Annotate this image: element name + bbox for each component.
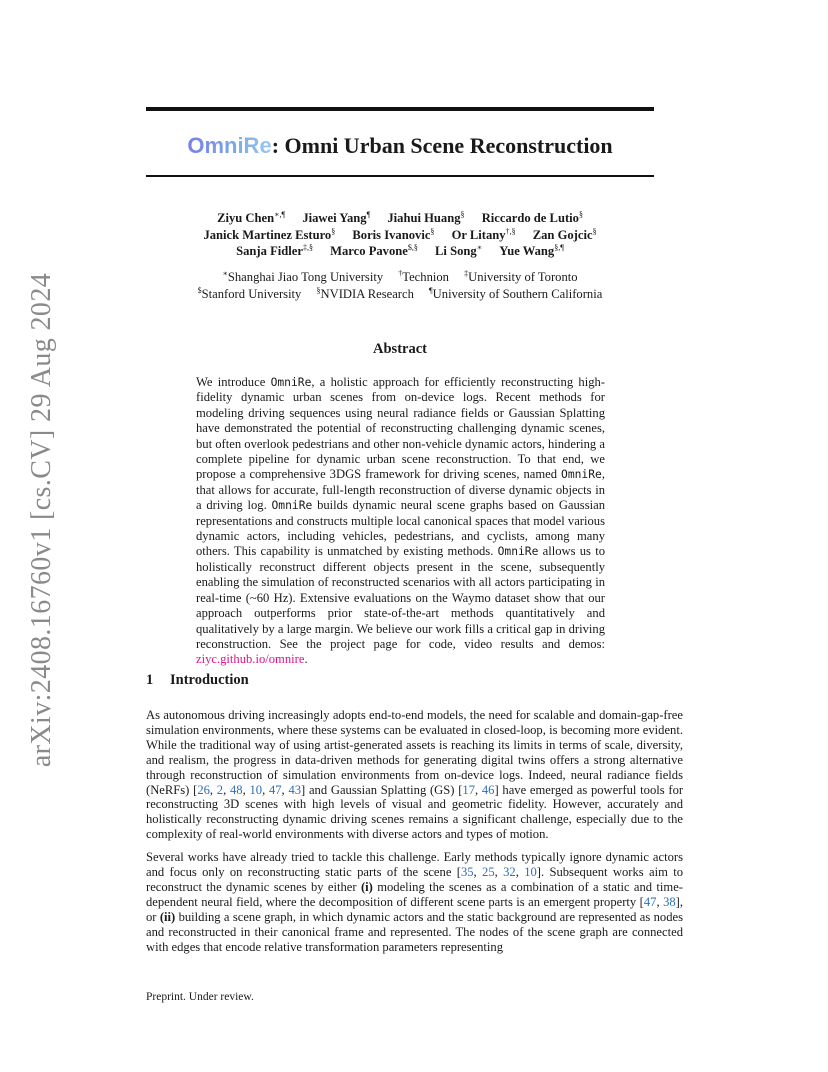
author: Marco Pavone$,§: [330, 243, 418, 258]
method-name: OmniRe: [497, 545, 539, 559]
paragraph: As autonomous driving increasingly adopts end-to-end models, the need for scalable and domain-gap-free simulation environments, where these systems can be evaluated in closed-loop, is becoming more evident. While the traditional way of using artist-generated assets is reaching its limits in terms of scale, diversity, and realism, the progress in data-driven methods for generating digital twins offers a strong alternative through reconstruction of simulation environments from on-device logs. Indeed, neural radiance fields (NeRFs) [26, 2, 48, 10, 47, 43] and Gaussian Splatting (GS) [17, 46] have emerged as powerful tools for reconstructing 3D scenes with high levels of visual and geometric fidelity. However, accurately and holistically reconstructing dynamic driving scenes remains a significant challenge, especially due to the complexity of real-world environments with diverse actors and types of motion.: [146, 708, 684, 842]
citation-link[interactable]: 43: [288, 782, 302, 797]
method-name: OmniRe: [271, 499, 313, 513]
author: Yue Wang§,¶: [499, 243, 564, 258]
author: Li Song∗: [435, 243, 483, 258]
method-name: OmniRe: [561, 468, 602, 482]
section-title: Introduction: [170, 672, 249, 688]
author: Janick Martinez Esturo§: [203, 226, 336, 242]
citation-link[interactable]: 32: [503, 865, 516, 880]
citation-link[interactable]: 26: [197, 782, 210, 797]
project-page-link[interactable]: ziyc.github.io/omnire: [196, 652, 305, 667]
arxiv-sidebar: [18, 272, 66, 768]
citation-link[interactable]: 10: [524, 865, 537, 880]
title-bottom-rule: [146, 175, 654, 177]
author: Jiahui Huang§: [387, 210, 465, 225]
title-text: : Omni Urban Scene Reconstruction: [271, 133, 613, 158]
citation-link[interactable]: 35: [460, 865, 474, 880]
author: Zan Gojcic§: [532, 226, 597, 242]
citation-link[interactable]: 17: [462, 782, 475, 797]
abstract-heading: Abstract: [373, 341, 427, 357]
section-number: 1: [146, 672, 154, 688]
section-heading-introduction: [146, 671, 249, 689]
affiliation: †Technion: [398, 269, 449, 284]
paragraph: Several works have already tried to tackle this challenge. Early methods typically ignore dynamic actors and focus only on reconstructing static parts of the scene [35, 25, 32, 10]. Subsequent works aim to reconstruct the dynamic scenes by either (i) modeling the scenes as a combination of a static and time-dependent neural field, where the decomposition of different scene parts is an emergent property [47, 38], or (ii) building a scene graph, in which dynamic actors and the static background are represented as nodes and reconstructed in their canonical frame and represented. The nodes of the scene graph are connected with edges that encode relative transformation parameters representing: [146, 850, 684, 954]
author: Riccardo de Lutio§: [481, 210, 583, 225]
affiliation: §NVIDIA Research: [316, 285, 414, 301]
paper-title: [146, 131, 654, 161]
introduction-body: [146, 708, 683, 963]
citation-link[interactable]: 2: [216, 782, 224, 797]
citation-link[interactable]: 47: [268, 782, 282, 797]
method-name: OmniRe: [270, 376, 312, 389]
author: Sanja Fidler‡,§: [236, 243, 313, 258]
affiliation-list: [146, 269, 654, 302]
citation-link[interactable]: 48: [229, 782, 243, 797]
citation-link[interactable]: 46: [481, 782, 495, 797]
author: Jiawei Yang¶: [302, 210, 371, 225]
abstract-text: We introduce OmniRe, a holistic approach for efficiently reconstructing high-fidelity dynamic urban scenes from on-device logs. Recent methods for modeling driving sequences using neural radiance fields or Gaussian Splatting have demonstrated the potential of reconstructing challenging dynamic scenes, but often overlook pedestrians and other non-vehicle dynamic actors, hindering a complete pipeline for dynamic urban scene reconstruction. To that end, we propose a comprehensive 3DGS framework for driving scenes, named OmniRe, that allows for accurate, full-length reconstruction of diverse dynamic objects in a driving log. OmniRe builds dynamic neural scene graphs based on Gaussian representations and constructs multiple local canonical spaces that model various dynamic actors, including vehicles, pedestrians, and cyclists, among many others. This capability is unmatched by existing methods. OmniRe allows us to holistically reconstruct different objects present in the scene, subsequently enabling the simulation of reconstructed scenarios with all actors participating in real-time (~60 Hz). Extensive evaluations on the Waymo dataset show that our approach outperforms prior state-of-the-art methods quantitatively and qualitatively by a large margin. We believe our work fills a critical gap in driving reconstruction. See the project page for code, video results and demos: ziyc.github.io/omnire.: [196, 375, 605, 667]
footer-note: Preprint. Under review.: [146, 991, 254, 1003]
affiliation: ∗Shanghai Jiao Tong University: [222, 269, 384, 284]
title-top-rule: [146, 107, 654, 111]
affiliation: ‡University of Toronto: [464, 269, 578, 284]
affiliation: $Stanford University: [197, 285, 302, 301]
author: Ziyu Chen∗,¶: [217, 210, 286, 225]
citation-link[interactable]: 25: [482, 865, 495, 880]
arxiv-identifier: arXiv:2408.16760v1 [cs.CV] 29 Aug 2024: [26, 272, 57, 768]
title-brand: OmniRe: [187, 133, 272, 158]
author: Or Litany†,§: [451, 226, 516, 242]
citation-link[interactable]: 38: [663, 894, 676, 909]
author: Boris Ivanovic§: [352, 226, 435, 242]
citation-link[interactable]: 47: [643, 894, 657, 909]
citation-link[interactable]: 10: [249, 782, 263, 797]
affiliation: ¶University of Southern California: [429, 285, 603, 301]
author-list: [146, 210, 654, 260]
